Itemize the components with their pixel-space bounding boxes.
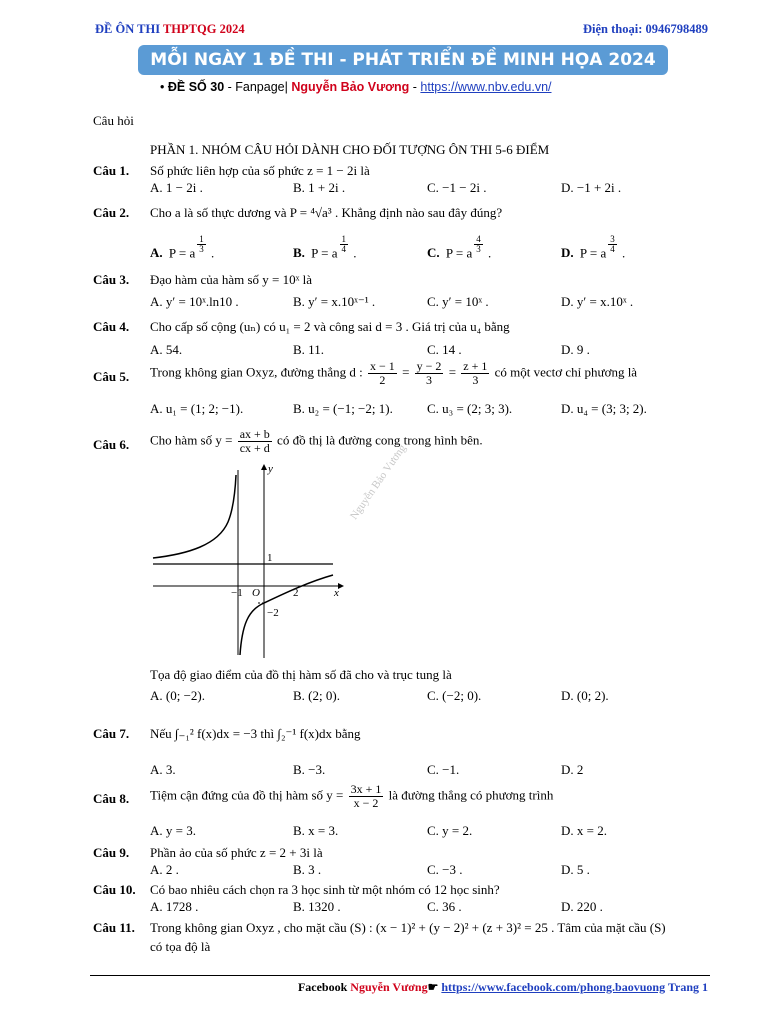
page-number: Trang 1 (665, 980, 708, 994)
option-a[interactable]: A. y′ = 10ˣ.ln10 . (150, 294, 239, 309)
section-label: Câu hỏi (93, 113, 134, 128)
exp-den: 3 (476, 244, 481, 254)
frac-den: cx + d (239, 441, 270, 455)
option-d[interactable]: D. P = a $\frac{3}{4}$ . (561, 234, 626, 261)
subline (160, 80, 552, 94)
question-text: Phần ảo của số phức z = 2 + 3i là (150, 845, 323, 860)
fraction (349, 783, 384, 810)
text-post: có đồ thị là đường cong trong hình bên. (273, 432, 483, 448)
text-pre: Tiệm cận đứng của đồ thị hàm số y = (150, 787, 347, 803)
exp-den: 3 (199, 244, 204, 254)
header-title-prefix: ĐỀ ÔN THI (95, 22, 163, 36)
y-axis-label: y (268, 463, 273, 475)
exponent (608, 235, 617, 254)
footer-facebook-link[interactable]: https://www.facebook.com/phong.baovuong (441, 980, 666, 994)
tick-label-1: 1 (267, 552, 273, 564)
bullet: • (160, 80, 165, 94)
fraction (238, 428, 272, 455)
option-expr: P = a (168, 245, 196, 261)
option-letter: A. (150, 245, 163, 261)
frac-num: ax + b (239, 427, 270, 441)
option-d[interactable]: D. 220 . (561, 899, 603, 914)
question-text: Đạo hàm của hàm số y = 10ˣ là (150, 272, 312, 287)
options (150, 823, 710, 839)
option-expr: P = a (579, 245, 607, 261)
question-subtext: Tọa độ giao điểm của đồ thị hàm số đã cho và trục tung là (150, 667, 452, 682)
subline-sep1: - Fanpage| (224, 80, 292, 94)
option-b[interactable]: B. x = 3. (293, 823, 339, 838)
question-label: Câu 2. (93, 205, 130, 220)
exam-code: ĐỀ SỐ 30 (167, 80, 225, 94)
text-pre: Trong không gian Oxyz, đường thẳng d : (150, 364, 367, 380)
option-c[interactable]: C. (−2; 0). (427, 688, 482, 703)
text-post: là đường thẳng có phương trình (385, 787, 554, 803)
option-a[interactable]: A. 1728 . (150, 899, 199, 914)
option-a[interactable]: A. u₁ = (1; 2; −1). (150, 401, 244, 416)
tick-label-minus2: −2 (267, 607, 279, 619)
fraction-x (368, 360, 397, 387)
option-d[interactable]: D. 5 . (561, 862, 590, 877)
footer-author: Nguyễn Vương (350, 980, 428, 994)
option-c[interactable]: C. 36 . (427, 899, 462, 914)
option-c[interactable]: C. P = a $\frac{4}{3}$ . (427, 234, 492, 261)
question-text (150, 428, 483, 455)
question-text (150, 205, 502, 221)
footer-divider (90, 975, 710, 976)
question-label: Câu 6. (93, 437, 130, 452)
option-b[interactable]: B. −3. (293, 762, 326, 777)
fraction-y (415, 360, 444, 387)
options (150, 234, 710, 261)
question-label: Câu 9. (93, 845, 130, 860)
option-a[interactable]: A. 1 − 2i . (150, 180, 203, 195)
question-text: Cho cấp số cộng (uₙ) có u₁ = 2 và công sai d = 3 . Giá trị của u₄ bằng (150, 319, 510, 334)
option-expr: P = a (311, 245, 338, 261)
question-text: Trong không gian Oxyz, đường thẳng d : $\frac{x - 1}{2}$ = $\frac{y - 2}{3}$ = $\frac{z + 1}{3}$ có một vectơ chỉ phương là (150, 359, 638, 387)
options (150, 342, 710, 358)
frac-den: 3 (472, 373, 479, 387)
text-pre: Cho a là số thực dương và P = (150, 205, 311, 220)
question-label: Câu 5. (93, 369, 130, 384)
footer (298, 980, 708, 995)
header-title (95, 22, 245, 37)
option-a[interactable]: A. y = 3. (150, 823, 196, 838)
title-banner: MỖI NGÀY 1 ĐỀ THI - PHÁT TRIỂN ĐỀ MINH HỌA 2024 (138, 45, 668, 75)
option-expr: P = a (445, 245, 473, 261)
part-title: PHẦN 1. NHÓM CÂU HỎI DÀNH CHO ĐỐI TƯỢNG ÔN THI 5-6 ĐIỂM (150, 142, 550, 157)
question-label: Câu 4. (93, 319, 130, 334)
option-c[interactable]: C. −1 − 2i . (427, 180, 487, 195)
option-letter: D. (561, 245, 574, 261)
option-d[interactable]: D. (0; 2). (561, 688, 609, 703)
tick-label-minus1: −1 (231, 587, 243, 599)
frac-num: x − 1 (370, 359, 395, 373)
options (150, 862, 710, 878)
option-d[interactable]: D. y′ = x.10ˣ . (561, 294, 634, 309)
question-label: Câu 3. (93, 272, 130, 287)
pointing-hand-icon: ☛ (427, 980, 442, 994)
option-c[interactable]: C. 14 . (427, 342, 462, 357)
option-b[interactable]: B. P = a $\frac{1}{4}$ . (293, 234, 357, 261)
option-d[interactable]: D. 9 . (561, 342, 590, 357)
option-b[interactable]: B. 3 . (293, 862, 322, 877)
question-text (150, 783, 553, 810)
option-b[interactable]: B. 11. (293, 342, 324, 357)
option-a[interactable]: A. 54. (150, 342, 183, 357)
question-text: Có bao nhiêu cách chọn ra 3 học sinh từ một nhóm có 12 học sinh? (150, 882, 500, 897)
frac-den: 3 (426, 373, 433, 387)
option-d[interactable]: D. 2 (561, 762, 584, 777)
text-post: . Khẳng định nào sau đây đúng? (331, 205, 503, 220)
x-axis-label: x (334, 587, 339, 599)
exp-den: 4 (341, 244, 347, 254)
fraction-z (461, 360, 489, 387)
header-phone: Điện thoại: 0946798489 (583, 22, 708, 36)
curve-left-branch (153, 475, 236, 558)
option-c[interactable]: C. −3 . (427, 862, 463, 877)
question-label: Câu 8. (93, 791, 130, 806)
exp-num: 1 (341, 234, 347, 244)
options (150, 180, 710, 196)
tick-label-2: 2 (293, 587, 299, 599)
options (150, 899, 710, 915)
option-letter: B. (293, 245, 305, 261)
text-pre: Cho hàm số y = (150, 432, 236, 448)
frac-den: 2 (379, 373, 386, 387)
author-name: Nguyễn Bảo Vương (291, 80, 410, 94)
option-letter: C. (427, 245, 440, 261)
exp-num: 4 (476, 234, 481, 244)
text-post: có một vectơ chỉ phương là (491, 364, 638, 380)
option-b[interactable]: B. (2; 0). (293, 688, 340, 703)
options (150, 688, 710, 704)
option-b[interactable]: B. y′ = x.10ˣ⁻¹ . (293, 294, 376, 309)
footer-facebook: Facebook (297, 980, 351, 994)
question-text: Trong không gian Oxyz , cho mặt cầu (S) : (x − 1)² + (y − 2)² + (z + 3)² = 25 . Tâm của mặt cầu (S) (150, 920, 666, 935)
exp-num: 3 (610, 234, 615, 244)
frac-den: x − 2 (353, 796, 379, 810)
radical: ⁴√a³ (310, 205, 332, 220)
option-a[interactable]: A. 3. (150, 762, 176, 777)
option-a[interactable]: A. 2 . (150, 862, 179, 877)
exponent (474, 235, 483, 254)
options (150, 401, 710, 417)
option-a[interactable]: A. P = a $\frac{1}{3}$ . (150, 234, 215, 261)
origin-label: O (252, 587, 260, 599)
exponent (340, 235, 349, 254)
options (150, 294, 710, 310)
website-link[interactable]: https://www.nbv.edu.vn/ (420, 80, 552, 94)
option-c[interactable]: C. u₃ = (2; 3; 3). (427, 401, 513, 416)
question-text: Số phức liên hợp của số phức z = 1 − 2i là (150, 163, 370, 178)
options (150, 762, 710, 778)
option-b[interactable]: B. 1320 . (293, 899, 341, 914)
option-c[interactable]: C. y′ = 10ˣ . (427, 294, 489, 309)
frac-num: z + 1 (463, 359, 488, 373)
watermark: Nguyễn Bảo Vương (348, 442, 409, 522)
option-c[interactable]: C. y = 2. (427, 823, 473, 838)
question-label: Câu 10. (93, 882, 136, 897)
exp-num: 1 (199, 234, 204, 244)
option-d[interactable]: D. x = 2. (561, 823, 607, 838)
question-text: Nếu ∫₋₁² f(x)dx = −3 thì ∫₂⁻¹ f(x)dx bằng (150, 726, 361, 741)
option-d[interactable]: D. −1 + 2i . (561, 180, 622, 195)
header-title-highlight: THPTQG 2024 (162, 22, 245, 36)
subline-sep2: - (409, 80, 421, 94)
exponent (197, 235, 206, 254)
question-label: Câu 1. (93, 163, 130, 178)
option-a[interactable]: A. (0; −2). (150, 688, 205, 703)
question-text-continued: có tọa độ là (150, 939, 211, 954)
option-b[interactable]: B. 1 + 2i . (293, 180, 346, 195)
option-d[interactable]: D. u₄ = (3; 3; 2). (561, 401, 647, 416)
option-b[interactable]: B. u₂ = (−1; −2; 1). (293, 401, 393, 416)
function-graph (148, 460, 348, 660)
question-label: Câu 7. (93, 726, 130, 741)
exp-den: 4 (610, 244, 615, 254)
frac-num: y − 2 (416, 359, 442, 373)
option-c[interactable]: C. −1. (427, 762, 460, 777)
question-label: Câu 11. (93, 920, 135, 935)
frac-num: 3x + 1 (350, 782, 382, 796)
